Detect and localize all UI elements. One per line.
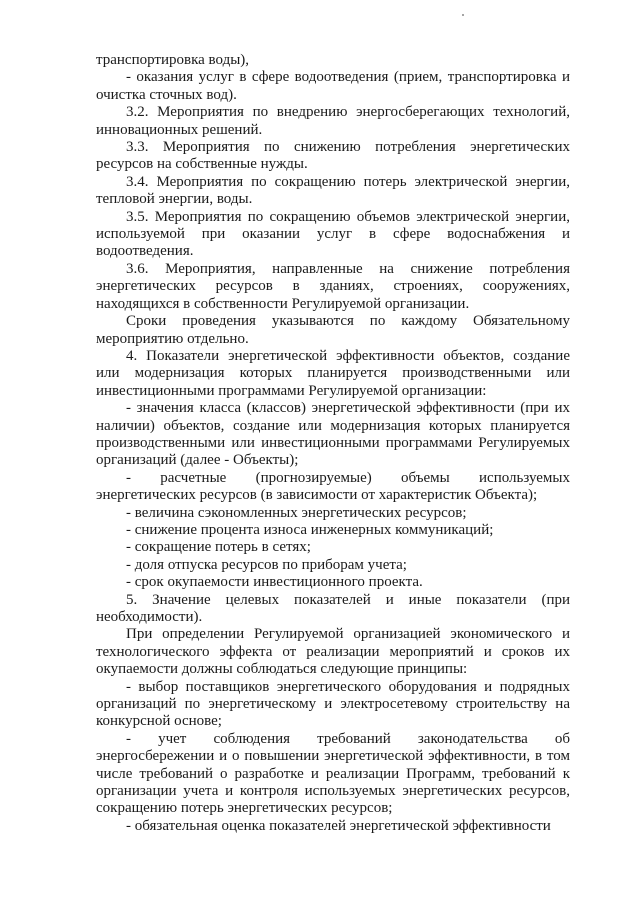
- paragraph: Сроки проведения указываются по каждому Обязательному мероприятию отдельно.: [96, 313, 570, 347]
- paragraph: - выбор поставщиков энергетического оборудования и подрядных организаций по энергетическому и электросетевому строительству на конкурсной основе;: [96, 678, 570, 730]
- paragraph: 3.2. Мероприятия по внедрению энергосберегающих технологий, инновационных решений.: [96, 104, 570, 138]
- paragraph: - расчетные (прогнозируемые) объемы используемых энергетических ресурсов (в зависимости от характеристик Объекта);: [96, 469, 570, 504]
- paragraph: - обязательная оценка показателей энергетической эффективности: [126, 817, 551, 834]
- paragraph: 3.5. Мероприятия по сокращению объемов электрической энергии, используемой при оказании услуг в сфере водоснабжения и водоотведения.: [96, 208, 570, 260]
- paragraph: 3.3. Мероприятия по снижению потребления энергетических ресурсов на собственные нужды.: [96, 139, 570, 173]
- paragraph: 3.4. Мероприятия по сокращению потерь электрической энергии, тепловой энергии, воды.: [96, 173, 570, 208]
- document-page: [96, 52, 570, 835]
- paragraph: - снижение процента износа инженерных коммуникаций;: [126, 521, 494, 538]
- paragraph: 4. Показатели энергетической эффективности объектов, создание или модернизация которых планируется производственными или инвестиционными программами Регулируемой организации:: [96, 347, 570, 399]
- paragraph: - величина сэкономленных энергетических ресурсов;: [126, 504, 467, 521]
- paragraph: - оказания услуг в сфере водоотведения (прием, транспортировка и очистка сточных вод).: [96, 69, 570, 103]
- paragraph: - учет соблюдения требований законодательства об энергосбережении и о повышении энергетической эффективности, в том числе требований о разработке и реализации Программ, требований к организации учета и контроля используемых энергетических ресурсов, сокращению потерь энергетических ресурсов;: [96, 730, 570, 817]
- paragraph: 5. Значение целевых показателей и иные показатели (при необходимости).: [96, 591, 570, 625]
- paragraph: - сокращение потерь в сетях;: [126, 539, 311, 556]
- paragraph: - доля отпуска ресурсов по приборам учета;: [126, 556, 407, 573]
- paragraph: - срок окупаемости инвестиционного проекта.: [126, 574, 423, 591]
- paragraph: 3.6. Мероприятия, направленные на снижение потребления энергетических ресурсов в зданиях, строениях, сооружениях, находящихся в собственности Регулируемой организации.: [96, 260, 570, 312]
- scan-speck: [462, 14, 464, 16]
- paragraph: При определении Регулируемой организацией экономического и технологического эффекта от реализации мероприятий и сроков их окупаемости должны соблюдаться следующие принципы:: [96, 626, 570, 678]
- paragraph: - значения класса (классов) энергетической эффективности (при их наличии) объектов, создание или модернизация которых планируется производственными или инвестиционными программами Регулируемых организаций (далее - Объекты);: [96, 400, 570, 469]
- paragraph: транспортировка воды),: [96, 52, 250, 68]
